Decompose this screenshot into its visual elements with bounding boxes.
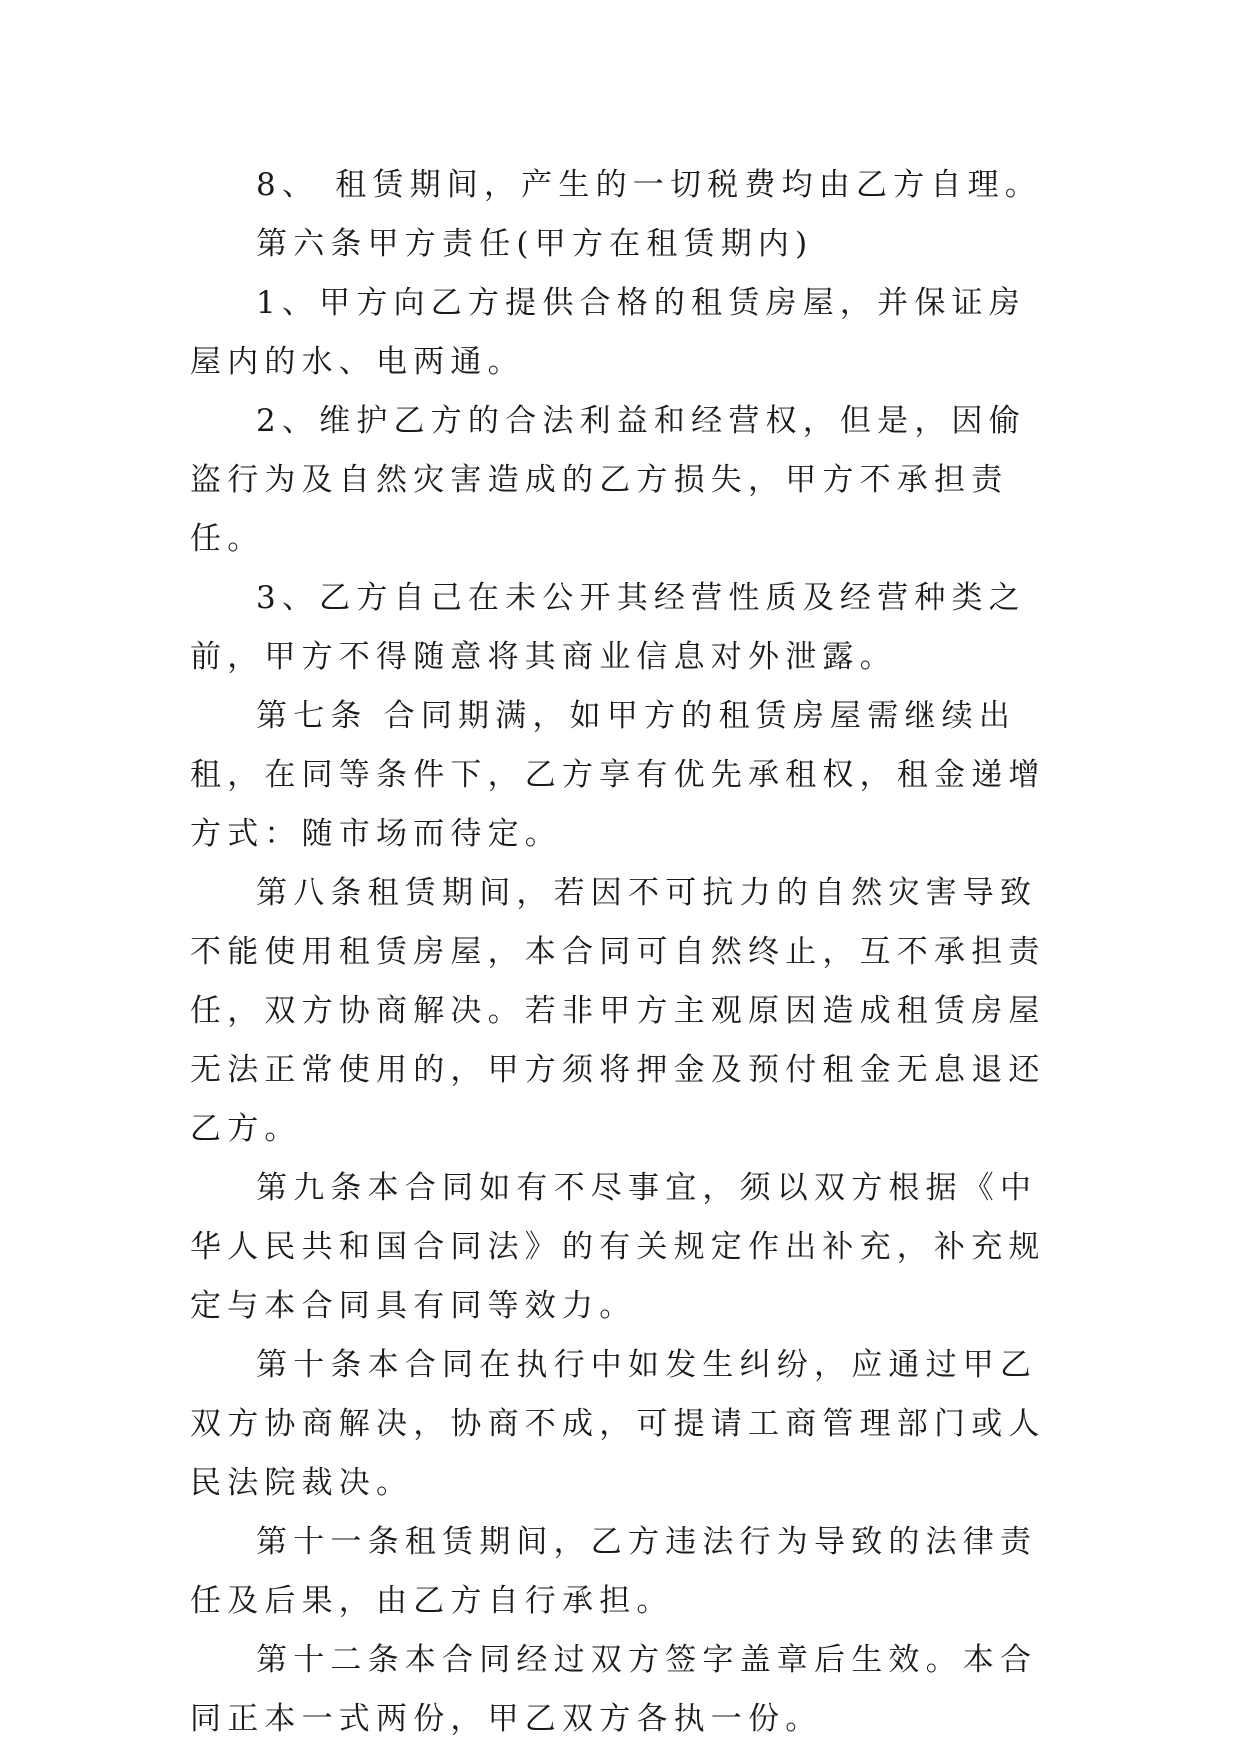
paragraph-article-7: 第七条 合同期满，如甲方的租赁房屋需继续出租，在同等条件下，乙方享有优先承租权，租金递增方式：随市场而待定。 <box>190 698 1046 852</box>
paragraph-article-12: 第十二条本合同经过双方签字盖章后生效。本合同正本一式两份，甲乙双方各执一份。 <box>190 1642 1038 1737</box>
paragraph-article-6-item-2: 2、维护乙方的合法利益和经营权，但是，因偷盗行为及自然灾害造成的乙方损失，甲方不承担责任。 <box>190 403 1026 557</box>
paragraph-article-6-item-1: 1、甲方向乙方提供合格的租赁房屋，并保证房屋内的水、电两通。 <box>190 285 1026 380</box>
paragraph-article-11: 第十一条租赁期间，乙方违法行为导致的法律责任及后果，由乙方自行承担。 <box>190 1524 1038 1619</box>
paragraph-article-8: 第八条租赁期间，若因不可抗力的自然灾害导致不能使用租赁房屋，本合同可自然终止，互不承担责任，双方协商解决。若非甲方主观原因造成租赁房屋无法正常使用的，甲方须将押金及预付租金无息退还乙方。 <box>190 875 1046 1147</box>
paragraph-article-6-heading: 第六条甲方责任(甲方在租赁期内) <box>256 226 814 262</box>
document-body <box>190 156 1052 1749</box>
paragraph-tax: 8、 租赁期间，产生的一切税费均由乙方自理。 <box>256 167 1042 203</box>
paragraph-article-9: 第九条本合同如有不尽事宜，须以双方根据《中华人民共和国合同法》的有关规定作出补充，补充规定与本合同具有同等效力。 <box>190 1170 1046 1324</box>
paragraph-article-6-item-3: 3、乙方自己在未公开其经营性质及经营种类之前，甲方不得随意将其商业信息对外泄露。 <box>190 580 1026 675</box>
paragraph-article-10: 第十条本合同在执行中如发生纠纷，应通过甲乙双方协商解决，协商不成，可提请工商管理部门或人民法院裁决。 <box>190 1347 1046 1501</box>
